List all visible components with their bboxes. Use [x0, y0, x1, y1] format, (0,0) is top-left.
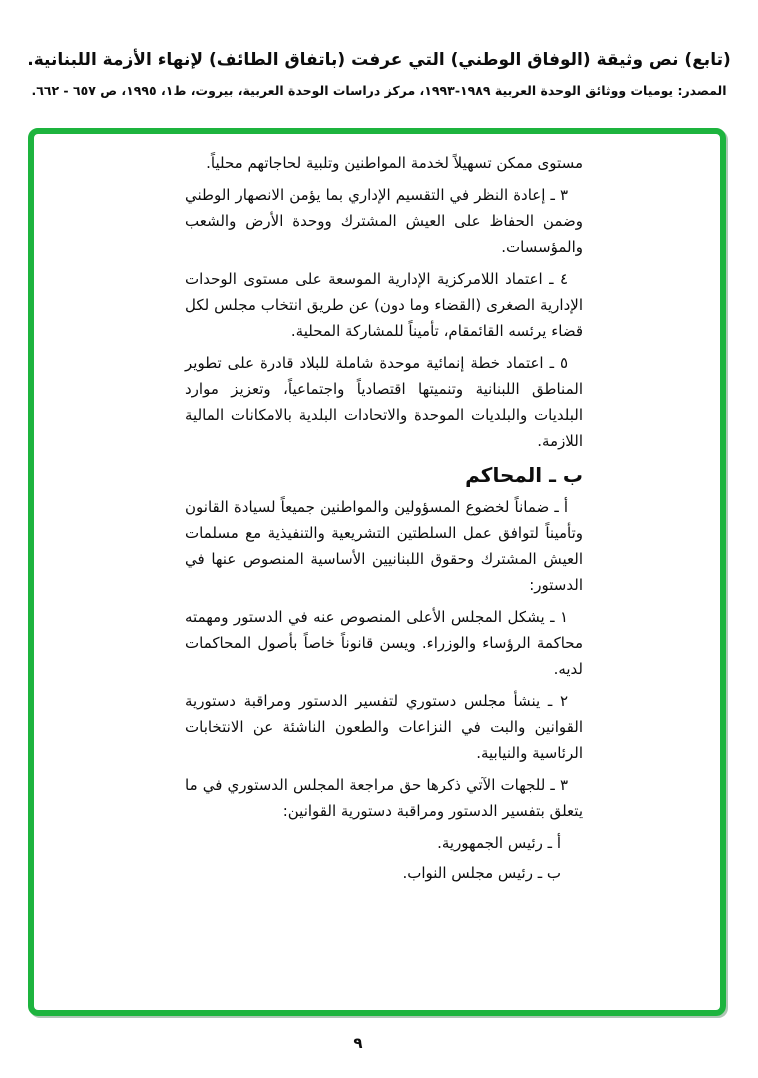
section-heading-courts: ب ـ المحاكم [465, 463, 583, 487]
body-paragraph-item-5: ٥ ـ اعتماد خطة إنمائية موحدة شاملة للبلاد قادرة على تطوير المناطق اللبنانية وتنميتها اقتصادياً واجتماعياً، وتعزيز موارد البلديات والبلديات الموحدة والاتحادات البلدية بالامكانات المالية اللازمة. [185, 354, 583, 450]
body-paragraph-courts-1: ١ ـ يشكل المجلس الأعلى المنصوص عنه في الدستور ومهمته محاكمة الرؤساء والوزراء. ويسن قانوناً خاصاً بأصول المحاكمات لديه. [185, 608, 583, 678]
body-paragraph-courts-3: ٣ ـ للجهات الآتي ذكرها حق مراجعة المجلس الدستوري في ما يتعلق بتفسير الدستور ومراقبة دستورية القوانين: [185, 776, 583, 820]
body-paragraph-item-4: ٤ ـ اعتماد اللامركزية الإدارية الموسعة على مستوى الوحدات الإدارية الصغرى (القضاء وما دون) عن طريق انتخاب مجلس لكل قضاء يرئسه القائمقام، تأميناً للمشاركة المحلية. [185, 270, 583, 340]
source-citation: المصدر: يوميات ووثائق الوحدة العربية ١٩٨٩-١٩٩٣، مركز دراسات الوحدة العربية، بيروت، ط١، ١٩٩٥، ص ٦٥٧ - ٦٦٢. [31, 83, 727, 98]
document-header [0, 48, 758, 100]
body-paragraph-continuation: مستوى ممكن تسهيلاً لخدمة المواطنين وتلبية لحاجاتهم محلياً. [206, 154, 583, 172]
body-paragraph-courts-a: أ ـ ضماناً لخضوع المسؤولين والمواطنين جميعاً لسيادة القانون وتأميناً لتوافق عمل السلطتين التشريعية والتنفيذية مع مسلمات العيش المشترك وحقوق اللبنانيين الأساسية المنصوص عنها في الدستور: [185, 498, 583, 594]
document-body [185, 150, 583, 890]
document-title: (تابع) نص وثيقة (الوفاق الوطني) التي عرفت (باتفاق الطائف) لإنهاء الأزمة اللبنانية. [27, 50, 731, 70]
page-number: ٩ [353, 1034, 363, 1052]
list-item-speaker-parliament: ب ـ رئيس مجلس النواب. [402, 864, 561, 882]
list-item-president-republic: أ ـ رئيس الجمهورية. [437, 834, 561, 852]
body-paragraph-item-3: ٣ ـ إعادة النظر في التقسيم الإداري بما يؤمن الانصهار الوطني وضمن الحفاظ على العيش المشترك ووحدة الأرض والشعب والمؤسسات. [185, 186, 583, 256]
body-paragraph-courts-2: ٢ ـ ينشأ مجلس دستوري لتفسير الدستور ومراقبة دستورية القوانين والبت في النزاعات والطعون الناشئة عن الانتخابات الرئاسية والنيابية. [185, 692, 583, 762]
